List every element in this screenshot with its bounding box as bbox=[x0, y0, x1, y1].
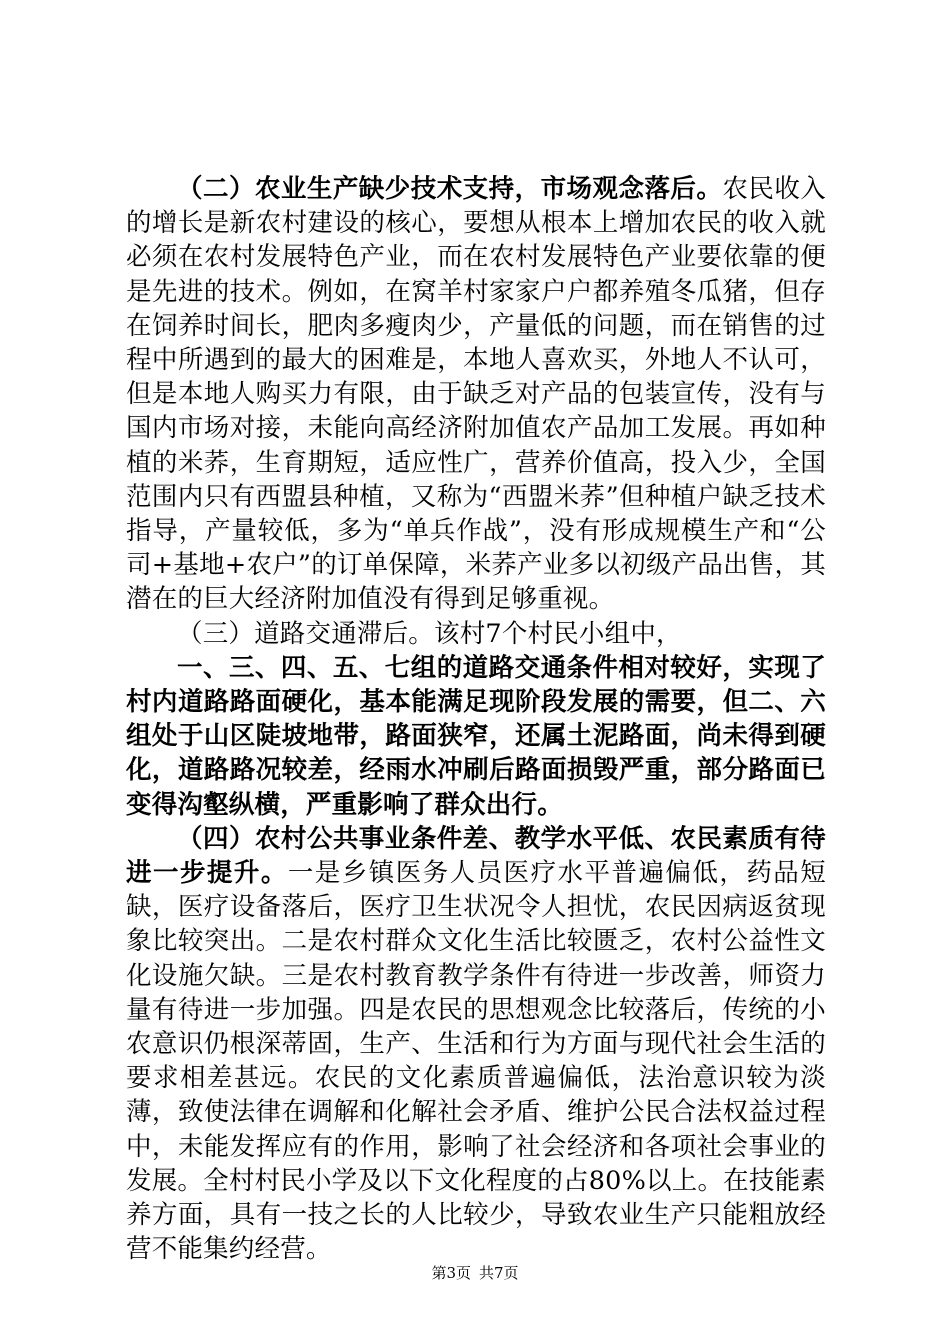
section-3-continued-text: 一、三、四、五、七组的道路交通条件相对较好，实现了村内道路路面硬化，基本能满足现阶段发展的需要，但二、六组处于山区陡坡地带，路面狭窄，还属土泥路面，尚未得到硬化，道路路况较差，经雨水冲刷后路面损毁严重，部分路面已变得沟壑纵横，严重影响了群众出行。 bbox=[126, 652, 826, 820]
paragraph-section-2 bbox=[126, 172, 826, 617]
paragraph-section-3-continued bbox=[126, 651, 826, 822]
section-4-heading: （四）农村公共事业条件差、教学水平低、农民素质有待进一步提升。 bbox=[126, 823, 826, 889]
section-2-heading: （二）农业生产缺少技术支持，市场观念落后。 bbox=[177, 174, 723, 204]
paragraph-section-3 bbox=[126, 617, 826, 651]
page-footer bbox=[0, 1262, 950, 1283]
paragraph-section-4 bbox=[126, 822, 826, 1267]
section-3-text: （三）道路交通滞后。该村7个村民小组中， bbox=[177, 618, 682, 649]
section-2-text: 农民收入的增长是新农村建设的核心，要想从根本上增加农民的收入就必须在农村发展特色产业，而在农村发展特色产业要依靠的便是先进的技术。例如，在窝羊村家家户户都养殖冬瓜猪，但存在饲养时间长，肥肉多瘦肉少，产量低的问题，而在销售的过程中所遇到的最大的困难是，本地人喜欢买，外地人不认可，但是本地人购买力有限，由于缺乏对产品的包装宣传，没有与国内市场对接，未能向高经济附加值农产品加工发展。再如种植的米荞，生育期短，适应性广，营养价值高，投入少，全国范围内只有西盟县种植，又称为“西盟米荞”但种植户缺乏技术指导，产量较低，多为“单兵作战”，没有形成规模生产和“公司+基地+农户”的订单保障，米荞产业多以初级产品出售，其潜在的巨大经济附加值没有得到足够重视。 bbox=[126, 174, 826, 615]
page-number: 第3页 bbox=[431, 1264, 471, 1282]
document-body bbox=[126, 172, 826, 1267]
page-total: 共7页 bbox=[479, 1264, 519, 1282]
section-4-text: 一是乡镇医务人员医疗水平普遍偏低，药品短缺，医疗设备落后，医疗卫生状况令人担忧，农民因病返贫现象比较突出。二是农村群众文化生活比较匮乏，农村公益性文化设施欠缺。三是农村教育教学条件有待进一步改善，师资力量有待进一步加强。四是农民的思想观念比较落后，传统的小农意识仍根深蒂固，生产、生活和行为方面与现代社会生活的要求相差甚远。农民的文化素质普遍偏低，法治意识较为淡薄，致使法律在调解和化解社会矛盾、维护公民合法权益过程中，未能发挥应有的作用，影响了社会经济和各项社会事业的发展。全村村民小学及以下文化程度的占80%以上。在技能素养方面，具有一技之长的人比较少，导致农业生产只能粗放经营不能集约经营。 bbox=[126, 858, 826, 1265]
